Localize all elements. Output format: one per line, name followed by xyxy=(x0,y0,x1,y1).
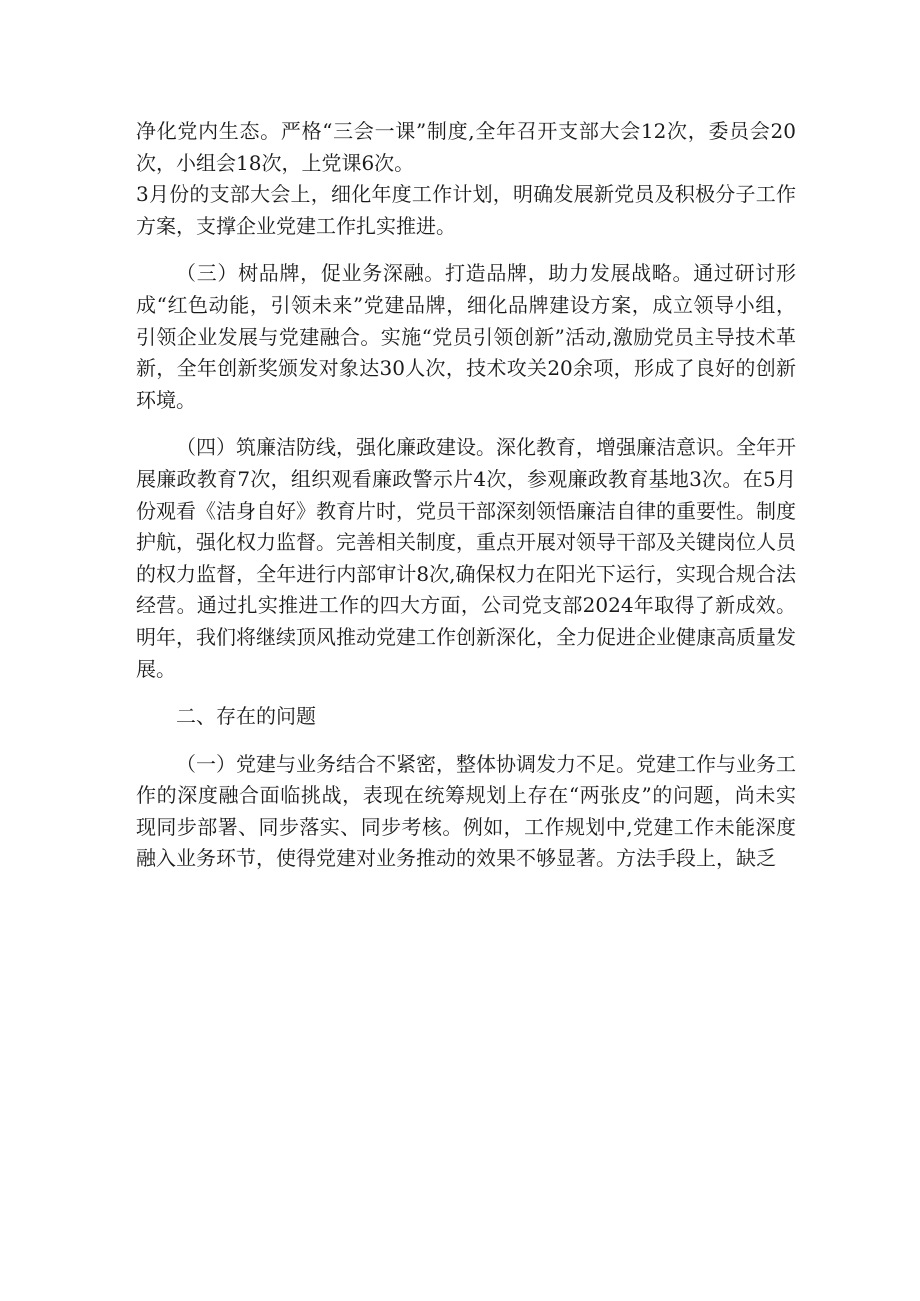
paragraph-party-ecology: 净化党内生态。严格“三会一课”制度,全年召开支部大会12次，委员会20次，小组会18次，上党课6次。 xyxy=(136,119,796,175)
paragraph-integration-problem: （一）党建与业务结合不紧密，整体协调发力不足。党建工作与业务工作的深度融合面临挑战，表现在统筹规划上存在“两张皮”的问题，尚未实现同步部署、同步落实、同步考核。例如，工作规划中,党建工作未能深度融入业务环节，使得党建对业务推动的效果不够显著。方法手段上，缺乏 xyxy=(136,751,796,871)
paragraph-integrity: （四）筑廉洁防线，强化廉政建设。深化教育，增强廉洁意识。全年开展廉政教育7次，组织观看廉政警示片4次，参观廉政教育基地3次。在5月份观看《洁身自好》教育片时，党员干部深刻领悟廉洁自律的重要性。制度护航，强化权力监督。完善相关制度，重点开展对领导干部及关键岗位人员的权力监督，全年进行内部审计8次,确保权力在阳光下运行，实现合规合法经营。通过扎实推进工作的四大方面，公司党支部2024年取得了新成效。明年，我们将继续顶风推动党建工作创新深化，全力促进企业健康高质量发展。 xyxy=(136,435,796,681)
paragraph-brand-building: （三）树品牌，促业务深融。打造品牌，助力发展战略。通过研讨形成“红色动能，引领未来”党建品牌，细化品牌建设方案，成立领导小组，引领企业发展与党建融合。实施“党员引领创新”活动,激励党员主导技术革新，全年创新奖颁发对象达30人次，技术攻关20余项，形成了良好的创新环境。 xyxy=(136,261,796,412)
paragraph-march-meeting: 3月份的支部大会上，细化年度工作计划，明确发展新党员及积极分子工作方案，支撑企业党建工作扎实推进。 xyxy=(136,182,796,238)
section-heading-problems: 二、存在的问题 xyxy=(176,704,316,729)
document-body xyxy=(136,116,796,891)
